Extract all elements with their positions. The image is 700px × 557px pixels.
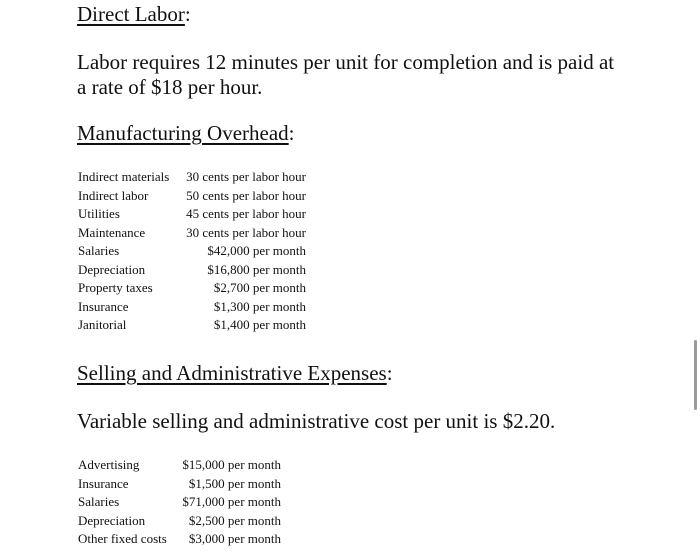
vertical-scrollbar[interactable]	[694, 340, 697, 410]
cost-value: $2,700 per month	[213, 280, 306, 295]
cost-value: 30 cents per labor hour	[186, 169, 306, 184]
table-row	[78, 261, 306, 279]
expense-label: Salaries	[78, 494, 120, 509]
direct-labor-heading-colon: :	[184, 2, 191, 26]
expense-label: Insurance	[78, 475, 129, 491]
cost-label: Janitorial	[78, 317, 127, 332]
cost-value: 45 cents per labor hour	[186, 206, 306, 221]
expense-label: Other fixed costs	[78, 531, 167, 546]
direct-labor-line-1: Labor requires 12 minutes per unit for completion and is paid at	[77, 50, 615, 74]
cost-label: Insurance	[78, 298, 129, 314]
table-row	[78, 530, 281, 548]
expense-value: $71,000 per month	[182, 494, 281, 509]
expense-value: $2,500 per month	[188, 512, 281, 528]
expense-label: Advertising	[78, 457, 140, 472]
table-row	[78, 187, 306, 205]
cost-value: $42,000 per month	[207, 243, 306, 258]
expense-label: Depreciation	[78, 512, 146, 528]
cost-label: Maintenance	[78, 224, 146, 240]
table-row	[78, 298, 306, 316]
cost-label: Salaries	[78, 243, 120, 258]
table-row	[78, 493, 281, 511]
direct-labor-heading: Direct Labor	[77, 2, 185, 26]
selling-admin-table	[78, 456, 281, 551]
selling-admin-heading: Selling and Administrative Expenses	[77, 361, 387, 385]
cost-label: Property taxes	[78, 280, 153, 295]
table-row	[78, 168, 306, 186]
table-row	[78, 279, 306, 297]
manufacturing-overhead-table	[78, 168, 306, 338]
cost-label: Indirect materials	[78, 169, 170, 184]
cost-label: Depreciation	[78, 261, 146, 277]
direct-labor-line-2: a rate of $18 per hour.	[77, 75, 263, 99]
table-row	[78, 242, 306, 260]
cost-value: 50 cents per labor hour	[186, 187, 306, 203]
table-row	[78, 224, 306, 242]
manufacturing-overhead-heading: Manufacturing Overhead	[77, 121, 289, 145]
table-row	[78, 512, 281, 530]
table-row	[78, 456, 281, 474]
expense-value: $3,000 per month	[188, 531, 281, 546]
cost-label: Utilities	[78, 206, 120, 221]
cost-value: $16,800 per month	[207, 261, 306, 277]
manufacturing-overhead-heading-line	[77, 121, 295, 146]
expense-value: $1,500 per month	[188, 475, 281, 491]
selling-admin-heading-line	[77, 361, 393, 386]
expense-value: $15,000 per month	[182, 457, 281, 472]
cost-value: $1,300 per month	[213, 298, 306, 314]
variable-cost-line: Variable selling and administrative cost per unit is $2.20.	[77, 409, 556, 433]
cost-value: 30 cents per labor hour	[186, 224, 306, 240]
manufacturing-overhead-heading-colon: :	[288, 121, 295, 145]
cost-value: $1,400 per month	[213, 317, 306, 332]
table-row	[78, 205, 306, 223]
selling-admin-heading-colon: :	[386, 361, 393, 385]
cost-label: Indirect labor	[78, 187, 149, 203]
table-row	[78, 475, 281, 493]
table-row	[78, 316, 306, 334]
direct-labor-heading-line	[77, 2, 191, 27]
